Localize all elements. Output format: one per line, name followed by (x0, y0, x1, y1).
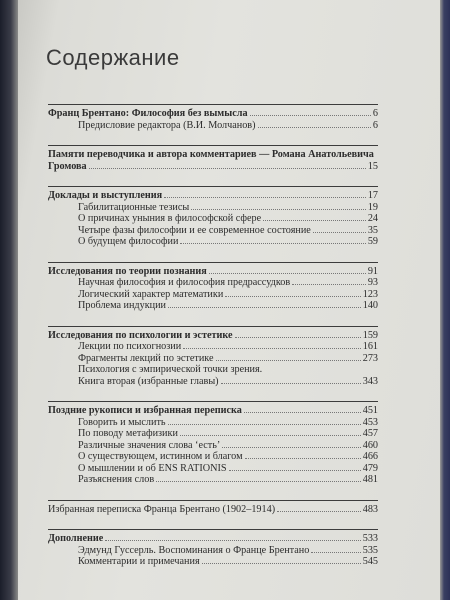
leader-dots (292, 284, 366, 285)
toc-page-number: 457 (362, 428, 378, 439)
toc-entry (48, 545, 378, 557)
toc-entry-label: Говорить и мыслить (78, 416, 166, 428)
toc-entry (48, 300, 378, 312)
toc-entry-label: Габилитационные тезисы (78, 201, 190, 213)
toc-page-number: 35 (367, 224, 378, 236)
toc-entry-label: Фрагменты лекций по эстетике (78, 352, 214, 364)
toc-entry (48, 364, 378, 387)
toc-entry-label: Книга вторая (избранные главы) (78, 375, 219, 387)
toc-entry-label: Четыре фазы философии и ее современное состояние (78, 224, 311, 236)
leader-dots (209, 273, 366, 274)
toc-heading-label: Исследования по психологии и эстетике (48, 329, 233, 341)
leader-dots (244, 412, 361, 413)
toc-section-epistemology (48, 262, 378, 312)
book-cover-edge (440, 0, 450, 600)
toc-heading-label: Избранная переписка Франца Брентано (1902–1914) (48, 503, 276, 515)
toc-page-number: 140 (362, 300, 378, 311)
toc-page-number: 93 (367, 277, 378, 288)
toc-page-number: 479 (362, 462, 378, 474)
toc-page-number: 273 (362, 352, 378, 364)
leader-dots (183, 348, 361, 349)
leader-dots (89, 168, 366, 169)
section-rule (48, 529, 378, 530)
leader-dots (168, 307, 361, 308)
toc-page-number: 483 (362, 503, 378, 515)
leader-dots (221, 383, 361, 384)
toc-entry-label: Психология с эмпирической точки зрения. (78, 364, 263, 375)
leader-dots (216, 360, 361, 361)
toc-entry-label: Логический характер математики (78, 288, 224, 300)
toc-section-late-manuscripts (48, 401, 378, 486)
toc-section-memory (48, 145, 378, 172)
toc-page-number: 91 (367, 265, 378, 277)
toc-entry-label: Лекции по психогнозии (78, 341, 182, 352)
toc-page-number: 15 (367, 160, 378, 172)
toc-heading-label: Франц Брентано: Философия без вымысла (48, 108, 248, 119)
leader-dots (222, 447, 360, 448)
toc-entry-label: Предисловие редактора (В.И. Молчанов) (78, 119, 256, 131)
toc-entry (48, 225, 378, 237)
toc-entry (48, 277, 378, 289)
toc-page-number: 481 (362, 474, 378, 485)
toc-section-heading (48, 190, 378, 202)
toc-entry (48, 474, 378, 486)
leader-dots (250, 115, 371, 116)
toc-heading-label: Поздние рукописи и избранная переписка (48, 405, 242, 416)
leader-dots (277, 511, 361, 512)
leader-dots (191, 209, 366, 210)
toc-entry (48, 120, 378, 132)
leader-dots (202, 563, 361, 564)
toc-section-heading (48, 504, 378, 516)
leader-dots (180, 243, 365, 244)
toc-page-number: 6 (372, 108, 378, 119)
toc-section-reports (48, 186, 378, 248)
leader-dots (168, 424, 361, 425)
toc-section-heading (48, 266, 378, 278)
toc-page-number: 451 (362, 405, 378, 416)
toc-entry-label: О мышлении и об ENS RATIONIS (78, 462, 227, 474)
toc-page-number: 19 (367, 201, 378, 213)
section-rule (48, 145, 378, 146)
leader-dots (235, 337, 361, 338)
toc-page-number: 161 (362, 341, 378, 352)
toc-section-appendix (48, 529, 378, 568)
toc-heading-label: Громова (48, 160, 87, 172)
toc-entry (48, 213, 378, 225)
toc-entry (48, 236, 378, 248)
leader-dots (180, 435, 361, 436)
toc-page-number: 533 (362, 533, 378, 544)
toc-section-brentano (48, 104, 378, 131)
toc-section-psychology (48, 326, 378, 388)
toc-entry (48, 556, 378, 568)
toc-section-correspondence (48, 500, 378, 516)
toc-page-number: 545 (362, 556, 378, 567)
toc-heading-label: Доклады и выступления (48, 190, 163, 201)
toc-heading-label: Памяти переводчика и автора комментариев — Романа Анатольевича (48, 149, 374, 160)
toc-entry-label: Различные значения слова ‘есть’ (78, 439, 221, 451)
section-rule (48, 104, 378, 105)
leader-dots (311, 552, 360, 553)
leader-dots (229, 470, 361, 471)
book-spine-shadow (0, 0, 18, 600)
toc-entry (48, 289, 378, 301)
toc-heading-label: Исследования по теории познания (48, 265, 207, 277)
toc-entry-label: О существующем, истинном и благом (78, 451, 243, 462)
toc-section-heading (48, 330, 378, 342)
leader-dots (263, 220, 366, 221)
toc-entry-label: О будущем философии (78, 236, 179, 247)
toc-page-number: 17 (367, 190, 378, 201)
toc-heading-label: Дополнение (48, 533, 104, 544)
table-of-contents (48, 104, 378, 568)
toc-section-heading (48, 405, 378, 417)
leader-dots (164, 197, 366, 198)
toc-page-number: 159 (362, 329, 378, 341)
toc-entry (48, 428, 378, 440)
toc-entry-label: Комментарии и примечания (78, 556, 200, 567)
toc-page-number: 59 (367, 236, 378, 247)
toc-entry (48, 353, 378, 365)
page-title: Содержание (46, 45, 180, 70)
toc-page-number: 453 (362, 416, 378, 428)
toc-entry (48, 451, 378, 463)
toc-entry (48, 440, 378, 452)
toc-entry (48, 341, 378, 353)
leader-dots (258, 127, 371, 128)
section-rule (48, 500, 378, 501)
toc-entry-label: О причинах уныния в философской сфере (78, 213, 262, 224)
leader-dots (225, 296, 360, 297)
toc-section-heading (48, 149, 378, 172)
toc-page-number: 123 (362, 288, 378, 300)
toc-page-number: 466 (362, 451, 378, 462)
toc-entry-label: Научная философия и философия предрассудков (78, 277, 291, 288)
toc-section-heading (48, 533, 378, 545)
toc-entry-label: Разъяснения слов (78, 474, 155, 485)
toc-entry (48, 202, 378, 214)
leader-dots (313, 232, 366, 233)
toc-section-heading (48, 108, 378, 120)
toc-entry (48, 417, 378, 429)
leader-dots (245, 458, 361, 459)
toc-entry-label: По поводу метафизики (78, 428, 178, 439)
section-rule (48, 401, 378, 402)
leader-dots (156, 481, 361, 482)
section-rule (48, 262, 378, 263)
toc-entry (48, 463, 378, 475)
toc-page-number: 460 (362, 439, 378, 451)
toc-entry-label: Проблема индукции (78, 300, 167, 311)
leader-dots (105, 540, 360, 541)
toc-entry-label: Эдмунд Гуссерль. Воспоминания о Франце Брентано (78, 544, 310, 556)
section-rule (48, 326, 378, 327)
toc-page-number: 535 (362, 544, 378, 556)
toc-page-number: 6 (372, 119, 378, 131)
section-rule (48, 186, 378, 187)
toc-page-number: 24 (367, 213, 378, 224)
toc-page-number: 343 (362, 375, 378, 387)
